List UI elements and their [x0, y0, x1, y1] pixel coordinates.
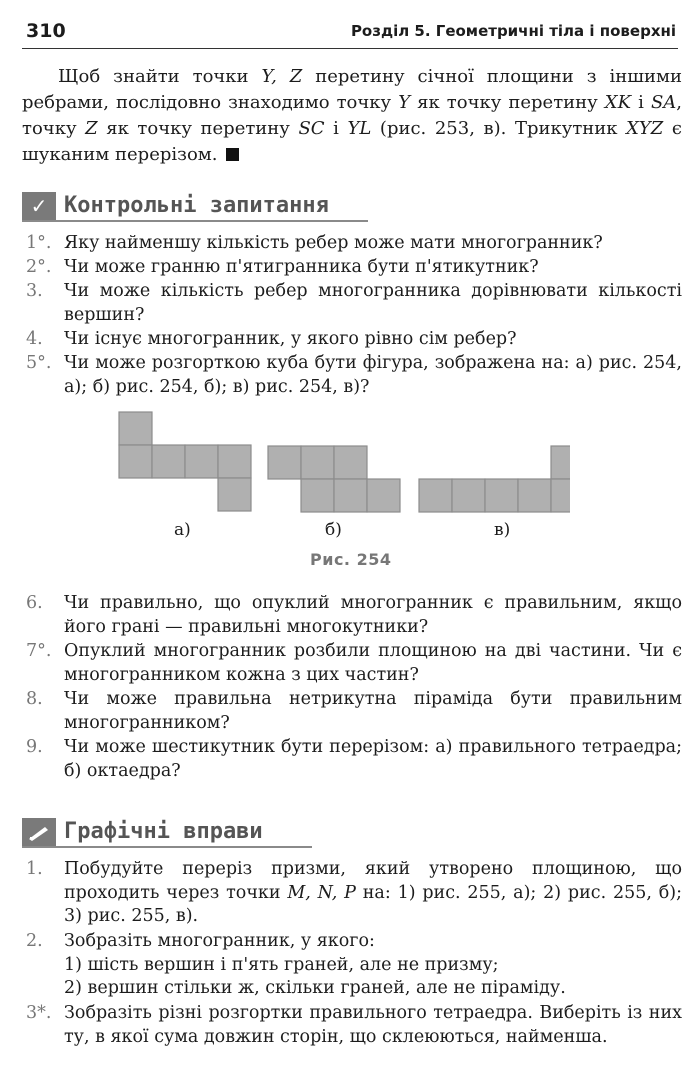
question-item: [22, 352, 682, 399]
exercise-item: [22, 858, 682, 929]
exercise-item: [22, 930, 682, 1001]
question-number: 1°.: [26, 233, 52, 253]
question-item: [22, 280, 682, 327]
net-square: [551, 479, 570, 512]
question-item: [22, 688, 682, 735]
question-item: [22, 736, 682, 783]
page-number: 310: [26, 20, 66, 42]
net-square: [119, 445, 152, 478]
question-number: 9.: [26, 737, 43, 757]
question-number: 2°.: [26, 257, 52, 277]
question-number: 5°.: [26, 353, 52, 373]
net-square: [185, 445, 218, 478]
question-number: 6.: [26, 593, 43, 613]
net-square: [485, 479, 518, 512]
question-item: [22, 328, 682, 352]
net-square: [268, 446, 301, 479]
question-item: [22, 592, 682, 639]
net-square: [152, 445, 185, 478]
exercise-number: 2.: [26, 931, 43, 951]
question-text: Яку найменшу кількість ребер може мати многогранник?: [64, 233, 603, 253]
exercise-number: 3*.: [26, 1003, 52, 1023]
net-square: [419, 479, 452, 512]
running-title: Розділ 5. Геометричні тіла і поверхні: [350, 22, 676, 40]
figure-254: [100, 404, 570, 516]
question-text: Чи може правильна нетрикутна піраміда бути правильним многогранником?: [64, 689, 682, 733]
net-square: [334, 446, 367, 479]
net-square: [218, 478, 251, 511]
page-header: [22, 18, 678, 49]
net-a: [119, 412, 251, 511]
graphic-exercises-title: Графічні вправи: [64, 819, 263, 844]
net-square: [367, 479, 400, 512]
figure-label-c: в): [494, 520, 511, 540]
end-of-proof-square: [226, 148, 239, 161]
figure-label-b: б): [325, 520, 342, 540]
net-c: [419, 446, 570, 512]
net-square: [518, 479, 551, 512]
pencil-ruler-icon: [22, 818, 56, 846]
question-text: Чи може кількість ребер многогранника дорівнювати кількості вершин?: [64, 281, 682, 325]
net-square: [218, 445, 251, 478]
question-item: [22, 232, 682, 256]
question-text: Чи правильно, що опуклий многогранник є правильним, якщо його грані — правильні многокутники?: [64, 593, 682, 637]
heading-underline: [22, 220, 368, 222]
question-item: [22, 256, 682, 280]
graphic-exercises-heading: [22, 816, 312, 846]
exercise-item: [22, 1002, 682, 1049]
exercise-text: Побудуйте переріз призми, який утворено площиною, що проходить через точки M, N, P на: 1) рис. 255, а); 2) рис. 255, б); 3) рис. 255, в).: [64, 859, 682, 926]
net-square: [551, 446, 570, 479]
net-square: [301, 446, 334, 479]
figure-caption: Рис. 254: [310, 550, 392, 569]
control-questions-heading: [22, 190, 368, 220]
question-text: Чи може шестикутник бути перерізом: а) правильного тетраедра; б) октаедра?: [64, 737, 682, 781]
control-questions-title: Контрольні запитання: [64, 193, 329, 218]
exercise-text: Зобразіть різні розгортки правильного тетраедра. Виберіть із них ту, в якої сума довжин сторін, що склеюються, найменша.: [64, 1003, 682, 1047]
question-number: 8.: [26, 689, 43, 709]
net-square: [119, 412, 152, 445]
checkmark-icon: ✓: [22, 192, 56, 220]
net-square: [452, 479, 485, 512]
net-square: [301, 479, 334, 512]
question-text: Чи може гранню п'ятигранника бути п'ятикутник?: [64, 257, 539, 277]
net-b: [268, 446, 400, 512]
intro-paragraph: Щоб знайти точки Y, Z перетину січної площини з іншими ребрами, послідовно знаходимо точку Y як точку перетину XK і SA, точку Z як точку перетину SC і YL (рис. 253, в). Трикутник XYZ є шуканим перерізом.: [22, 66, 683, 165]
question-number: 7°.: [26, 641, 52, 661]
question-number: 4.: [26, 329, 43, 349]
question-text: Опуклий многогранник розбили площиною на дві частини. Чи є многогранником кожна з цих частин?: [64, 641, 682, 685]
question-text: Чи може розгорткою куба бути фігура, зображена на: а) рис. 254, а); б) рис. 254, б); в) рис. 254, в)?: [64, 353, 682, 397]
net-square: [334, 479, 367, 512]
exercise-text: Зобразіть многогранник, у якого: 1) шість вершин і п'ять граней, але не призму; 2) вершин стільки ж, скільки граней, але не піраміду.: [64, 931, 566, 998]
heading-underline: [22, 846, 312, 848]
exercise-number: 1.: [26, 859, 43, 879]
figure-label-a: а): [174, 520, 191, 540]
question-number: 3.: [26, 281, 43, 301]
question-text: Чи існує многогранник, у якого рівно сім ребер?: [64, 329, 517, 349]
question-item: [22, 640, 682, 687]
